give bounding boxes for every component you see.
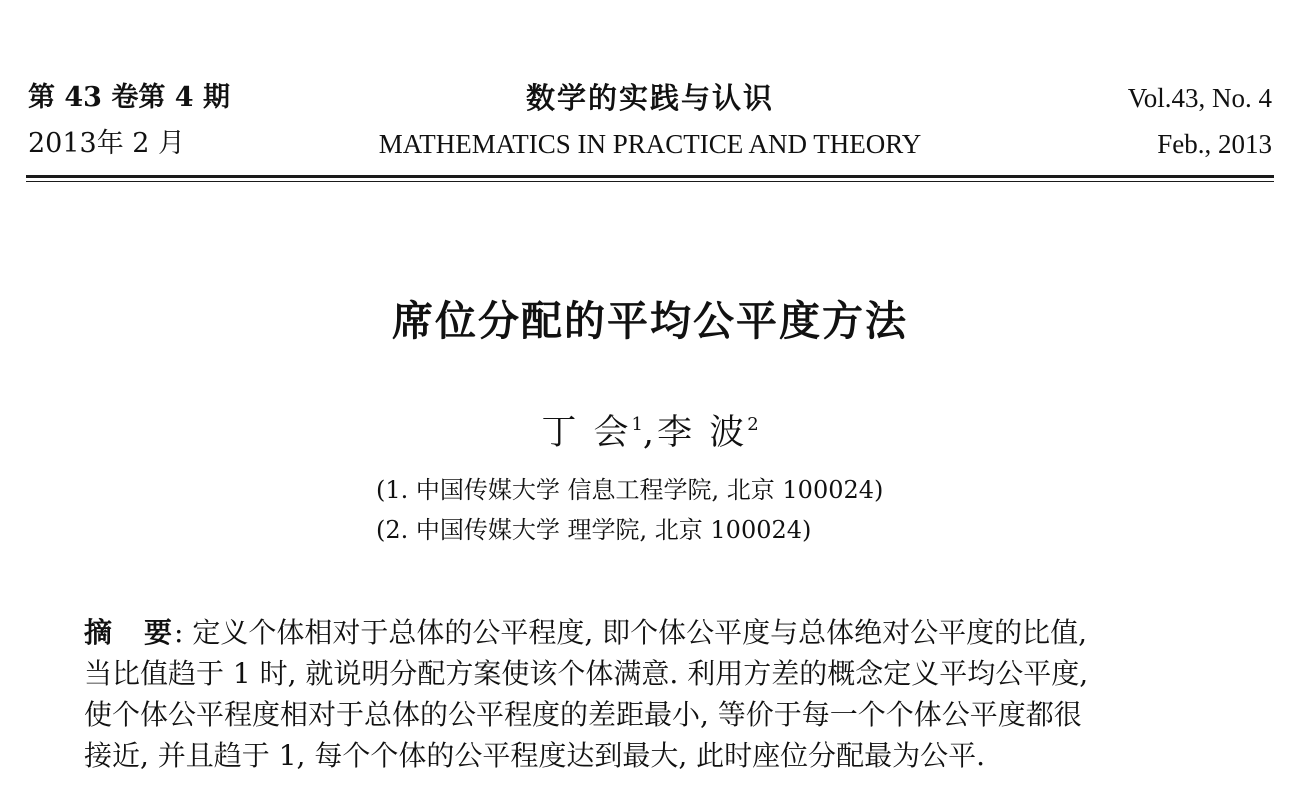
journal-volume-issue-cn: 第 43 卷第 4 期	[28, 82, 230, 113]
author-separator: ,	[642, 413, 658, 453]
affiliation-2: (2. 中国传媒大学 理学院, 北京 100024)	[376, 516, 812, 544]
journal-volume-issue-en: Vol.43, No. 4	[1127, 83, 1272, 113]
abstract-line: 使个体公平程度相对于总体的公平程度的差距最小, 等价于每一个个体公平度都很	[84, 698, 1082, 731]
author-affiliation-mark: 1	[631, 414, 643, 435]
affiliation-1: (1. 中国传媒大学 信息工程学院, 北京 100024)	[376, 476, 884, 504]
journal-name-en: MATHEMATICS IN PRACTICE AND THEORY	[378, 129, 922, 159]
author-name: 李 波	[657, 413, 748, 453]
journal-name-cn: 数学的实践与认识	[525, 81, 774, 115]
author-name: 丁 会	[541, 413, 632, 453]
header-rule-thick	[26, 175, 1274, 178]
author-affiliation-mark: 2	[747, 414, 759, 435]
abstract-line	[84, 612, 1284, 653]
abstract-text: 定义个体相对于总体的公平程度, 即个体公平度与总体绝对公平度的比值,	[183, 616, 1088, 649]
abstract-label-colon: :	[174, 616, 184, 649]
abstract-label: 摘 要	[84, 616, 175, 649]
abstract	[84, 612, 1284, 776]
journal-date-cn: 2013年 2 月	[28, 128, 186, 159]
abstract-line: 接近, 并且趋于 1, 每个个体的公平程度达到最大, 此时座位分配最为公平.	[84, 739, 986, 772]
header-rule-thin	[26, 181, 1274, 182]
article-title: 席位分配的平均公平度方法	[392, 297, 908, 345]
abstract-line: 当比值趋于 1 时, 就说明分配方案使该个体满意. 利用方差的概念定义平均公平度,	[84, 657, 1089, 690]
author-list	[0, 403, 1300, 455]
journal-date-en: Feb., 2013	[1157, 129, 1272, 159]
